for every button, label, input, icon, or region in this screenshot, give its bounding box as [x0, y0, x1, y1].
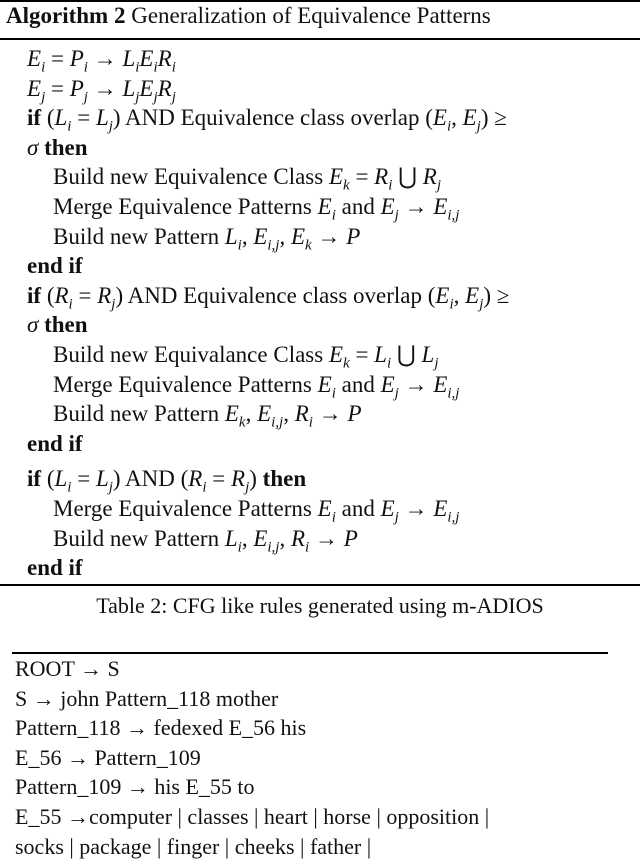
- algorithm-line: $E_i = P_i \to L_iE_iR_i$: [27, 46, 176, 76]
- algorithm-line: Build new Pattern $L_i$, $E_{i,j}$, $E_k \to P$: [53, 223, 361, 254]
- algorithm-line: Build new Pattern $E_k$, $E_{i,j}$, $R_i \to P$: [53, 401, 362, 431]
- algorithm-line: Merge Equivalence Patterns $E_i$ and $E_j \to E_{i,j}$: [53, 496, 460, 526]
- cfg-rule-line: ROOT → S: [15, 656, 120, 681]
- algorithm-line: end if: [27, 555, 83, 581]
- algorithm-line: $E_j = P_j \to L_jE_jR_j$: [27, 75, 176, 106]
- algorithm-line: if $(R_i = R_j)$ AND Equivalence class overlap ($E_i$, $E_j$) ≥: [27, 282, 510, 313]
- cfg-rule-line: Pattern_118 → fedexed E_56 his: [15, 715, 307, 741]
- algorithm-line: end if: [27, 430, 83, 456]
- algorithm-top-rule: [0, 0, 640, 2]
- algorithm-line: if $(L_i = L_j)$ AND Equivalence class overlap ($E_i$, $E_j$) ≥: [27, 105, 507, 135]
- algorithm-line: end if: [27, 253, 83, 279]
- algorithm-title: Generalization of Equivalence Patterns: [131, 3, 491, 28]
- algorithm-line: if $(L_i = L_j)$ AND $(R_i = R_j)$ then: [27, 466, 307, 496]
- algorithm-line: Build new Equivalance Class $E_k = L_i$ ⋃ $L_j$: [53, 342, 439, 372]
- algorithm-header-rule: [0, 38, 640, 40]
- algorithm-line: Build new Equivalence Class $E_k = R_i$ ⋃ $R_j$: [53, 164, 442, 194]
- cfg-rule-line: S → john Pattern_118 mother: [15, 685, 279, 711]
- table-caption: Table 2: CFG like rules generated using m-ADIOS: [96, 593, 544, 618]
- algorithm-line: Merge Equivalence Patterns $E_i$ and $E_j \to E_{i,j}$: [53, 194, 460, 224]
- algorithm-label: Algorithm 2: [6, 3, 126, 28]
- cfg-rule-line: Pattern_109 → his E_55 to: [15, 774, 255, 800]
- cfg-rule-line: socks | package | finger | cheeks | father |: [15, 833, 372, 859]
- algorithm-header: [6, 3, 491, 29]
- algorithm-line: Merge Equivalence Patterns $E_i$ and $E_j \to E_{i,j}$: [53, 371, 460, 402]
- algorithm-line: Build new Pattern $L_i$, $E_{i,j}$, $R_i \to P$: [53, 525, 358, 556]
- algorithm-line: σ then: [27, 134, 88, 160]
- algorithm-line: σ then: [27, 312, 88, 338]
- cfg-rule-line: E_56 → Pattern_109: [15, 744, 201, 770]
- algorithm-bottom-rule: [0, 584, 640, 586]
- cfg-rule-line: E_55 →computer | classes | heart | horse | opposition |: [15, 804, 490, 829]
